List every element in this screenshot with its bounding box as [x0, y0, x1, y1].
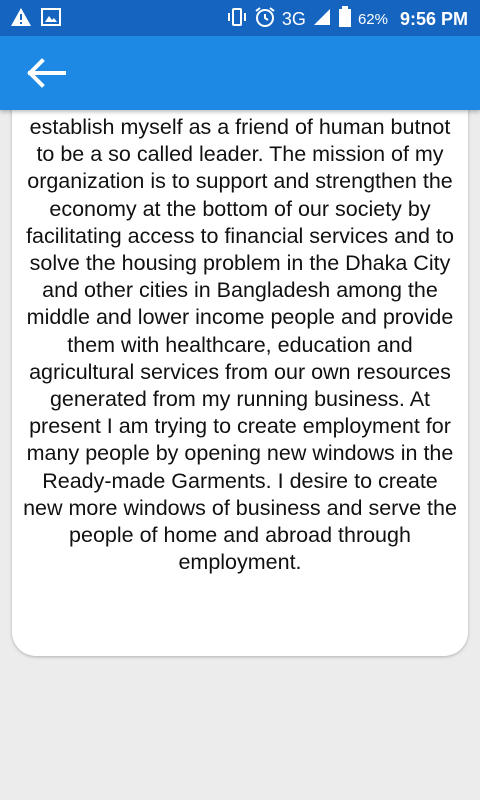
- clock: 9:56 PM: [399, 9, 468, 29]
- back-button[interactable]: [24, 56, 72, 92]
- warning-icon: [10, 6, 32, 33]
- status-bar: [0, 0, 480, 36]
- signal-icon: [312, 7, 332, 32]
- battery-icon: [338, 6, 352, 33]
- alarm-icon: [254, 6, 276, 33]
- arrow-back-icon: [24, 77, 68, 94]
- app-bar: [0, 36, 480, 110]
- image-icon: [40, 6, 62, 33]
- body-text: establish myself as a friend of human butnot to be a so called leader. The mission of my organization is to support and strengthen the economy at the bottom of our society by facilitating access to financial services and to solve the housing problem in the Dhaka City and other cities in Bangladesh among the middle and lower income people and provide them with healthcare, education and agricultural services from our own resources generated from my running business. At present I am trying to create employment for many people by opening new windows in the Ready-made Garments. I desire to create new more windows of business and serve the people of home and abroad through employment.: [23, 115, 457, 575]
- network-type: 3G: [281, 9, 306, 29]
- vibrate-icon: [226, 6, 248, 33]
- battery-percent: 62%: [357, 11, 388, 28]
- content-card: [12, 90, 468, 656]
